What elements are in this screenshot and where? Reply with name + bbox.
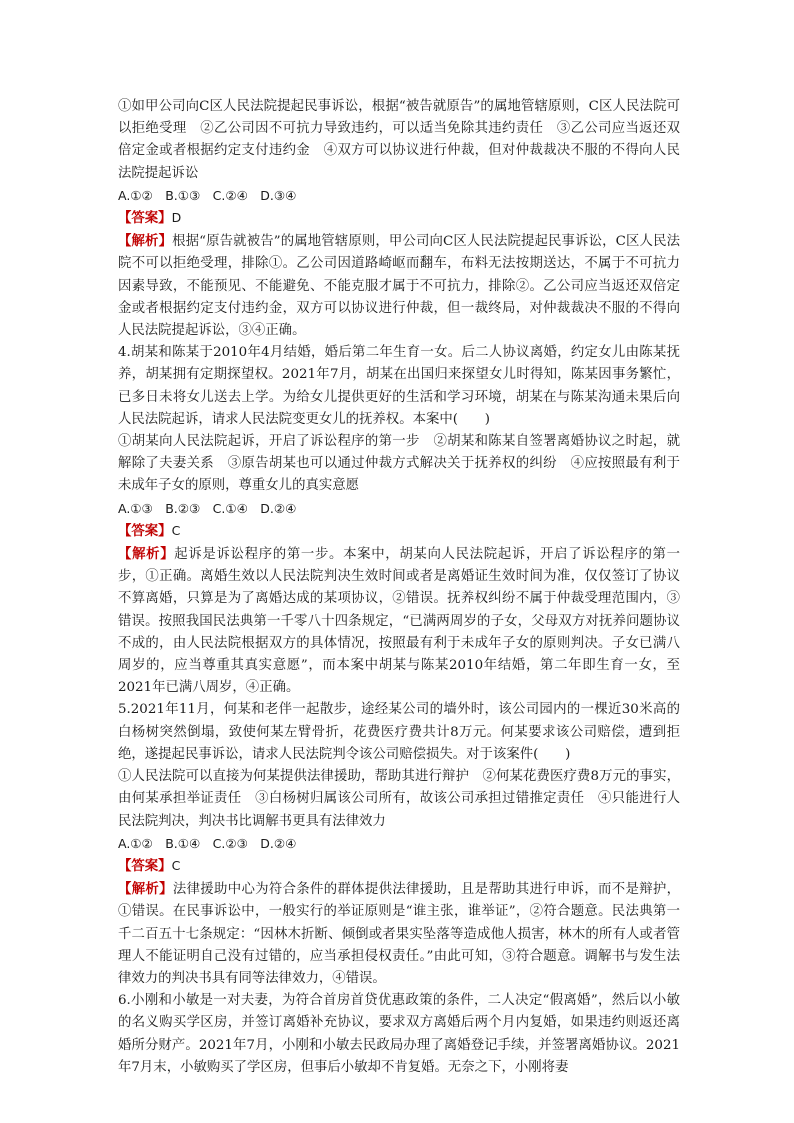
answer-value: D	[171, 210, 182, 226]
q4-analysis	[118, 543, 680, 699]
q3-answer	[118, 207, 680, 230]
q4-statements: ①胡某向人民法院起诉，开启了诉讼程序的第一步 ②胡某和陈某自签署离婚协议之时起，就解除了夫妻关系 ③原告胡某也可以通过仲裁方式解决关于抚养权的纠纷 ④应按照最有利于未成年子女的原则，尊重女儿的真实意愿	[118, 434, 680, 494]
q3-analysis	[118, 230, 680, 342]
q5-options: A.①② B.①④ C.②③ D.②④	[118, 835, 297, 851]
answer-value: C	[171, 522, 181, 538]
analysis-tag: 【解析】	[118, 881, 173, 898]
analysis-text: 起诉是诉讼程序的第一步。本案中，胡某向人民法院起诉，开启了诉讼程序的第一步，①正确。离婚生效以人民法院判决生效时间或者是离婚证生效时间为准，仅仅签订了协议不算离婚，只算是为了离婚达成的某项协议，②错误。抚养权纠纷不属于仲裁受理范围内，③错误。按照我国民法典第一千零八十四条规定，“已满两周岁的子女，父母双方对抚养问题协议不成的，由人民法院根据双方的具体情况，按照最有利于未成年子女的原则判决。子女已满八周岁的，应当尊重其真实意愿”，而本案中胡某与陈某2010年结婚，第二年即生育一女，至2021年已满八周岁，④正确。	[118, 547, 681, 696]
document-page	[118, 96, 680, 1079]
answer-tag: 【答案】	[118, 210, 172, 227]
answer-tag: 【答案】	[118, 857, 172, 874]
q3-statements: ①如甲公司向C区人民法院提起民事诉讼，根据“被告就原告”的属地管辖原则，C区人民法院可以拒绝受理 ②乙公司因不可抗力导致违约，可以适当免除其违约责任 ③乙公司应当返还双倍定金或者根据约定支付违约金 ④双方可以协议进行仲裁，但对仲裁裁决不服的不得向人民法院提起诉讼	[118, 99, 680, 181]
q3-options: A.①② B.①③ C.②④ D.③④	[118, 187, 297, 203]
q6-stem: 6.小刚和小敏是一对夫妻，为符合首房首贷优惠政策的条件，二人决定“假离婚”，然后以小敏的名义购买学区房，并签订离婚补充协议，要求双方离婚后两个月内复婚，如果违约则返还离婚所分财产。2021年7月，小刚和小敏去民政局办理了离婚登记手续，并签署离婚协议。2021年7月末，小敏购买了学区房，但事后小敏却不肯复婚。无奈之下，小刚将妻	[118, 993, 680, 1075]
q4-options: A.①③ B.②③ C.①④ D.②④	[118, 500, 297, 516]
analysis-tag: 【解析】	[118, 233, 173, 250]
answer-tag: 【答案】	[118, 522, 172, 539]
q4-answer	[118, 520, 680, 543]
q5-statements: ①人民法院可以直接为何某提供法律援助，帮助其进行辩护 ②何某花费医疗费8万元的事实，由何某承担举证责任 ③白杨树归属该公司所有，故该公司承担过错推定责任 ④只能进行人民法院判决，判决书比调解书更具有法律效力	[118, 769, 680, 829]
analysis-text: 法律援助中心为符合条件的群体提供法律援助，且是帮助其进行申诉，而不是辩护，①错误。在民事诉讼中，一般实行的举证原则是“谁主张，谁举证”，②符合题意。民法典第一千二百五十七条规定：“因林木折断、倾倒或者果实坠落等造成他人损害，林木的所有人或者管理人不能证明自己没有过错的，应当承担侵权责任。”由此可知，③符合题意。调解书与发生法律效力的判决书具有同等法律效力，④错误。	[118, 882, 681, 986]
q5-answer	[118, 855, 680, 878]
analysis-text: 根据“原告就被告”的属地管辖原则，甲公司向C区人民法院提起民事诉讼，C区人民法院不可以拒绝受理，排除①。乙公司因道路崎岖而翻车，布料无法按期送达，不属于不可抗力因素导致，不能预见、不能避免、不能克服才属于不可抗力，排除②。乙公司应当返还双倍定金或者根据约定支付违约金，双方可以协议进行仲裁，但一裁终局，对仲裁裁决不服的不得向人民法院提起诉讼，③④正确。	[118, 234, 680, 339]
answer-value: C	[171, 857, 181, 873]
q5-stem: 5.2021年11月，何某和老伴一起散步，途经某公司的墙外时，该公司园内的一棵近30米高的白杨树突然倒塌，致使何某左臂骨折，花费医疗费共计8万元。何某要求该公司赔偿，遭到拒绝，遂提起民事诉讼，请求人民法院判令该公司赔偿损失。对于该案件( )	[118, 702, 680, 762]
analysis-tag: 【解析】	[118, 546, 175, 563]
q5-analysis	[118, 878, 680, 990]
q4-stem: 4.胡某和陈某于2010年4月结婚，婚后第二年生育一女。后二人协议离婚，约定女儿由陈某抚养，胡某拥有定期探望权。2021年7月，胡某在出国归来探望女儿时得知，陈某因事务繁忙，已多日未将女儿送去上学。为给女儿提供更好的生活和学习环境，胡某在与陈某沟通未果后向人民法院起诉，请求人民法院变更女儿的抚养权。本案中( )	[118, 345, 680, 427]
